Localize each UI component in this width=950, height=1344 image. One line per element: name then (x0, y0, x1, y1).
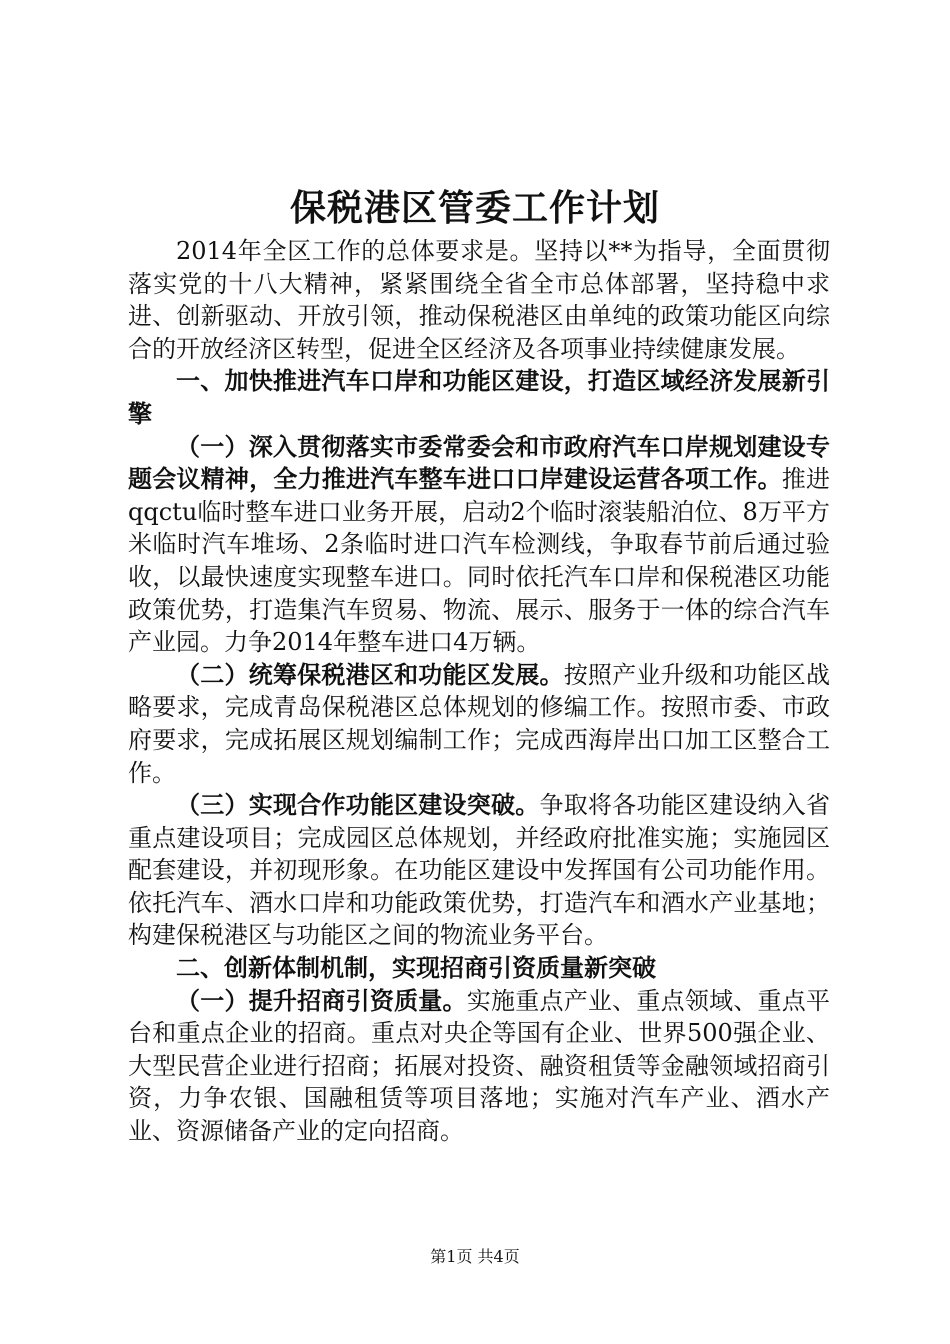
section-heading-2: 二、创新体制机制，实现招商引资质量新突破 (176, 953, 656, 983)
document-title: 保税港区管委工作计划 (289, 187, 660, 229)
paragraph-1-2 (128, 659, 830, 789)
paragraph-2-1 (128, 985, 830, 1148)
paragraph-1-3 (128, 789, 830, 952)
section-heading-1: 一、加快推进汽车口岸和功能区建设，打造区域经济发展新引擎 (128, 366, 830, 428)
paragraph-text: 2014年全区工作的总体要求是。坚持以**为指导，全面贯彻落实党的十八大精神，紧紧围绕全省全市总体部署，坚持稳中求进、创新驱动、开放引领，推动保税港区由单纯的政策功能区向综合的开放经济区转型，促进全区经济及各项事业持续健康发展。 (128, 237, 830, 363)
paragraph-lead: （三）实现合作功能区建设突破。 (176, 790, 540, 820)
paragraph-text: 实施重点产业、重点领域、重点平台和重点企业的招商。重点对央企等国有企业、世界500强企业、大型民营企业进行招商；拓展对投资、融资租赁等金融领域招商引资，力争农银、国融租赁等项目落地；实施对汽车产业、酒水产业、资源储备产业的定向招商。 (128, 986, 831, 1146)
page-footer: 第1页 共4页 (430, 1247, 520, 1266)
paragraph-text: 推进qqctu临时整车进口业务开展，启动2个临时滚装船泊位、8万平方米临时汽车堆场、2条临时进口汽车检测线，争取春节前后通过验收，以最快速度实现整车进口。同时依托汽车口岸和保税港区功能政策优势，打造集汽车贸易、物流、展示、服务于一体的综合汽车产业园。力争2014年整车进口4万辆。 (128, 465, 831, 657)
document-body (128, 235, 830, 1148)
paragraph-lead: （一）深入贯彻落实市委常委会和市政府汽车口岸规划建设专题会议精神，全力推进汽车整车进口口岸建设运营各项工作。 (128, 431, 830, 494)
paragraph-text: 争取将各功能区建设纳入省重点建设项目；完成园区总体规划，并经政府批准实施；实施园区配套建设，并初现形象。在功能区建设中发挥国有公司功能作用。依托汽车、酒水口岸和功能政策优势，打造汽车和酒水产业基地；构建保税港区与功能区之间的物流业务平台。 (128, 791, 831, 950)
paragraph-intro (128, 235, 830, 365)
paragraph-lead: （二）统筹保税港区和功能区发展。 (176, 659, 564, 689)
paragraph-lead: （一）提升招商引资质量。 (176, 985, 467, 1015)
paragraph-1-1 (128, 431, 830, 659)
paragraph-text: 按照产业升级和功能区战略要求，完成青岛保税港区总体规划的修编工作。按照市委、市政府要求，完成拓展区规划编制工作；完成西海岸出口加工区整合工作。 (128, 660, 831, 787)
